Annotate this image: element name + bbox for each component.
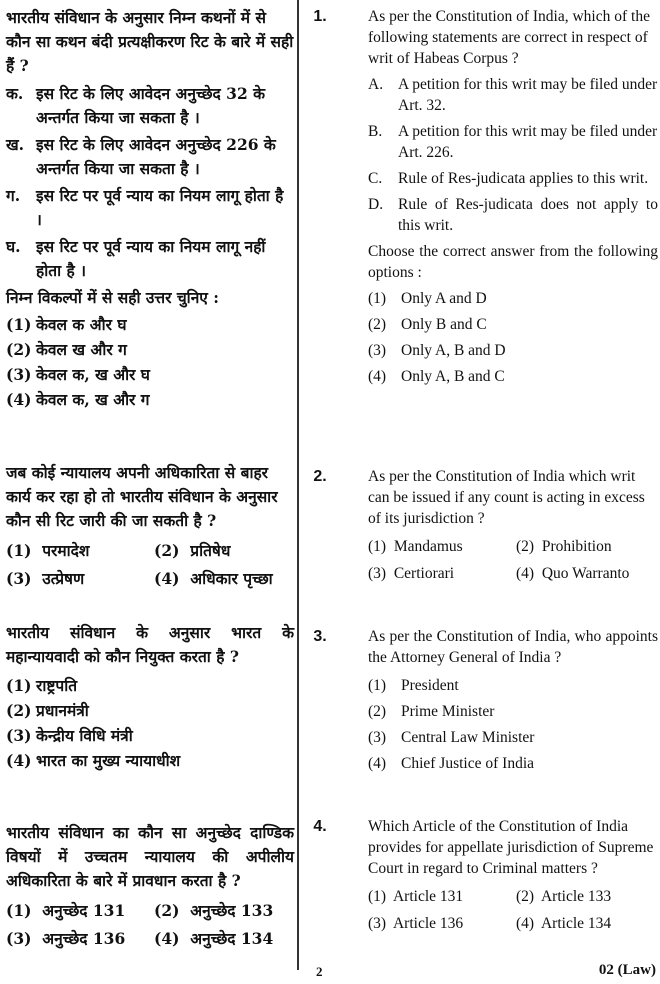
option-4 <box>6 748 294 773</box>
option-text: Only A, B and D <box>401 342 506 359</box>
question-4-hindi <box>6 821 294 953</box>
option-label: (2) <box>516 538 535 555</box>
option-3 <box>368 910 516 937</box>
option-label: (2) <box>6 340 32 359</box>
option-text: Certiorari <box>393 565 455 582</box>
option-text: अधिकार पृच्छा <box>190 569 273 588</box>
option-label: (1) <box>368 538 387 555</box>
statement-label: C. <box>368 170 383 187</box>
question-stem: As per the Constitution of India, which of the following statements are correct in respect of writ of Habeas Corpus ? <box>368 8 650 67</box>
option-4 <box>516 910 656 937</box>
option-text: प्रधानमंत्री <box>36 701 89 720</box>
statement-text: Rule of Res-judicata applies to this writ. <box>398 170 649 187</box>
question-4-english <box>300 816 658 937</box>
option-2 <box>6 698 294 723</box>
statement-label: घ. <box>6 237 21 256</box>
option-label: (3) <box>6 726 32 745</box>
option-text: परमादेश <box>42 541 90 560</box>
choose-instruction: निम्न विकल्पों में से सही उत्तर चुनिए : <box>6 288 219 307</box>
option-label: (3) <box>368 915 387 932</box>
option-label: (2) <box>6 701 32 720</box>
statement-label: क. <box>6 84 24 103</box>
statement-c <box>368 168 658 189</box>
question-2-hindi <box>6 461 294 611</box>
option-text: Only A, B and C <box>401 368 505 385</box>
statement-text: A petition for this writ may be filed under Art. 32. <box>398 76 658 114</box>
option-label: (4) <box>516 565 535 582</box>
option-1 <box>6 537 154 565</box>
option-2 <box>154 897 294 925</box>
option-label: (3) <box>368 565 387 582</box>
question-stem: भारतीय संविधान के अनुसार निम्न कथनों में से कौन सा कथन बंदी प्रत्यक्षीकरण रिट के बारे में सही हैं ? <box>6 8 294 75</box>
statement-ga <box>6 184 294 232</box>
statement-a <box>368 74 658 116</box>
statement-label: B. <box>368 123 383 140</box>
option-text: Quo Warranto <box>541 565 630 582</box>
option-1 <box>368 673 658 699</box>
statement-label: A. <box>368 76 384 93</box>
option-label: (2) <box>154 541 180 560</box>
statement-label: ग. <box>6 186 21 205</box>
question-2-english <box>300 466 658 626</box>
option-label: (4) <box>368 755 387 772</box>
option-2 <box>368 699 658 725</box>
option-label: (4) <box>6 751 32 770</box>
option-1 <box>6 312 294 337</box>
page-number: 2 <box>316 964 323 979</box>
option-text: Chief Justice of India <box>401 755 535 772</box>
option-text: अनुच्छेद 134 <box>190 929 274 948</box>
option-4 <box>154 925 294 953</box>
option-label: (1) <box>368 677 387 694</box>
options-grid <box>368 883 658 937</box>
option-1 <box>368 286 658 312</box>
question-number: 1. <box>313 8 327 25</box>
option-2 <box>516 883 656 910</box>
english-column <box>300 6 658 937</box>
option-4 <box>6 387 294 412</box>
column-divider <box>297 0 299 970</box>
option-label: (4) <box>368 368 387 385</box>
statement-text: Rule of Res-judicata does not apply to this writ. <box>398 196 658 234</box>
question-1-english <box>300 6 658 466</box>
option-label: (2) <box>516 888 535 905</box>
statement-text: इस रिट पर पूर्व न्याय का नियम लागू होता है । <box>36 186 284 229</box>
option-text: Article 134 <box>540 915 612 932</box>
question-stem: भारतीय संविधान के अनुसार भारत के महान्यायवादी को कौन नियुक्त करता है ? <box>6 623 294 666</box>
option-text: केवल क और घ <box>36 315 127 334</box>
hindi-column <box>6 6 294 963</box>
option-1 <box>6 673 294 698</box>
statement-d <box>368 194 658 236</box>
statement-text: इस रिट के लिए आवेदन अनुच्छेद 226 के अन्तर्गत किया जा सकता है । <box>36 135 276 178</box>
option-label: (3) <box>368 729 387 746</box>
question-stem: As per the Constitution of India which writ can be issued if any count is acting in excess of its jurisdiction ? <box>368 468 645 527</box>
option-label: (2) <box>368 316 387 333</box>
choose-instruction: Choose the correct answer from the following options : <box>368 243 658 281</box>
option-text: Mandamus <box>393 538 463 555</box>
option-label: (1) <box>6 901 32 920</box>
statement-ka <box>6 82 294 130</box>
options-grid <box>368 533 658 587</box>
question-stem: जब कोई न्यायालय अपनी अधिकारिता से बाहर कार्य कर रहा हो तो भारतीय संविधान के अनुसार कौन सी रिट जारी की जा सकती है ? <box>6 463 278 530</box>
question-number: 2. <box>313 468 327 485</box>
question-3-hindi <box>6 621 294 811</box>
option-4 <box>368 364 658 390</box>
option-text: Central Law Minister <box>401 729 535 746</box>
option-text: उत्प्रेषण <box>42 569 85 588</box>
option-text: केवल ख और ग <box>36 340 127 359</box>
statement-b <box>368 121 658 163</box>
option-text: राष्ट्रपति <box>36 676 78 695</box>
option-text: केवल क, ख और घ <box>36 365 150 384</box>
option-3 <box>6 723 294 748</box>
option-text: अनुच्छेद 131 <box>42 901 126 920</box>
option-2 <box>368 312 658 338</box>
option-text: Only B and C <box>401 316 487 333</box>
option-text: Article 133 <box>540 888 612 905</box>
option-text: Article 136 <box>392 915 464 932</box>
statement-label: ख. <box>6 135 25 154</box>
option-3 <box>368 725 658 751</box>
option-label: (4) <box>154 569 180 588</box>
option-text: Prohibition <box>541 538 612 555</box>
option-text: Only A and D <box>401 290 487 307</box>
statement-kha <box>6 133 294 181</box>
option-label: (1) <box>6 541 32 560</box>
question-stem: Which Article of the Constitution of India provides for appellate jurisdiction of Supreme Court in regard to Criminal matters ? <box>368 818 654 877</box>
option-4 <box>154 565 294 593</box>
option-2 <box>516 533 656 560</box>
option-label: (2) <box>368 703 387 720</box>
question-stem: As per the Constitution of India, who appoints the Attorney General of India ? <box>368 628 658 666</box>
statement-text: इस रिट पर पूर्व न्याय का नियम लागू नहीं होता है । <box>36 237 266 280</box>
option-text: अनुच्छेद 136 <box>42 929 126 948</box>
statement-text: A petition for this writ may be filed under Art. 226. <box>398 123 658 161</box>
option-4 <box>516 560 656 587</box>
option-label: (1) <box>6 315 32 334</box>
options-grid <box>6 897 294 953</box>
option-3 <box>6 925 154 953</box>
option-label: (3) <box>6 569 32 588</box>
option-label: (3) <box>6 929 32 948</box>
option-3 <box>6 362 294 387</box>
option-text: President <box>401 677 459 694</box>
statement-label: D. <box>368 196 384 213</box>
option-text: केन्द्रीय विधि मंत्री <box>36 726 133 745</box>
option-1 <box>368 533 516 560</box>
option-label: (1) <box>368 290 387 307</box>
option-label: (4) <box>6 390 32 409</box>
paper-code: 02 (Law) <box>598 962 656 978</box>
statement-text: इस रिट के लिए आवेदन अनुच्छेद 32 के अन्तर्गत किया जा सकता है । <box>36 84 266 127</box>
option-label: (4) <box>154 929 180 948</box>
option-label: (2) <box>154 901 180 920</box>
option-2 <box>6 337 294 362</box>
question-number: 3. <box>313 628 327 645</box>
option-2 <box>154 537 294 565</box>
option-4 <box>368 751 658 777</box>
question-number: 4. <box>313 818 327 835</box>
option-3 <box>368 338 658 364</box>
option-3 <box>368 560 516 587</box>
question-3-english <box>300 626 658 816</box>
option-text: Prime Minister <box>401 703 495 720</box>
statement-gha <box>6 235 294 283</box>
option-text: केवल क, ख और ग <box>36 390 150 409</box>
option-text: Article 131 <box>392 888 464 905</box>
option-label: (1) <box>368 888 387 905</box>
option-text: प्रतिषेध <box>190 541 231 560</box>
option-label: (4) <box>516 915 535 932</box>
option-1 <box>6 897 154 925</box>
option-label: (3) <box>368 342 387 359</box>
option-text: अनुच्छेद 133 <box>190 901 274 920</box>
option-label: (1) <box>6 676 32 695</box>
option-text: भारत का मुख्य न्यायाधीश <box>36 751 181 770</box>
option-1 <box>368 883 516 910</box>
options-grid <box>6 537 294 593</box>
question-stem: भारतीय संविधान का कौन सा अनुच्छेद दाण्डिक विषयों में उच्चतम न्यायालय की अपीलीय अधिकारिता के बारे में प्रावधान करता है ? <box>6 823 294 890</box>
option-label: (3) <box>6 365 32 384</box>
question-1-hindi <box>6 6 294 451</box>
option-3 <box>6 565 154 593</box>
